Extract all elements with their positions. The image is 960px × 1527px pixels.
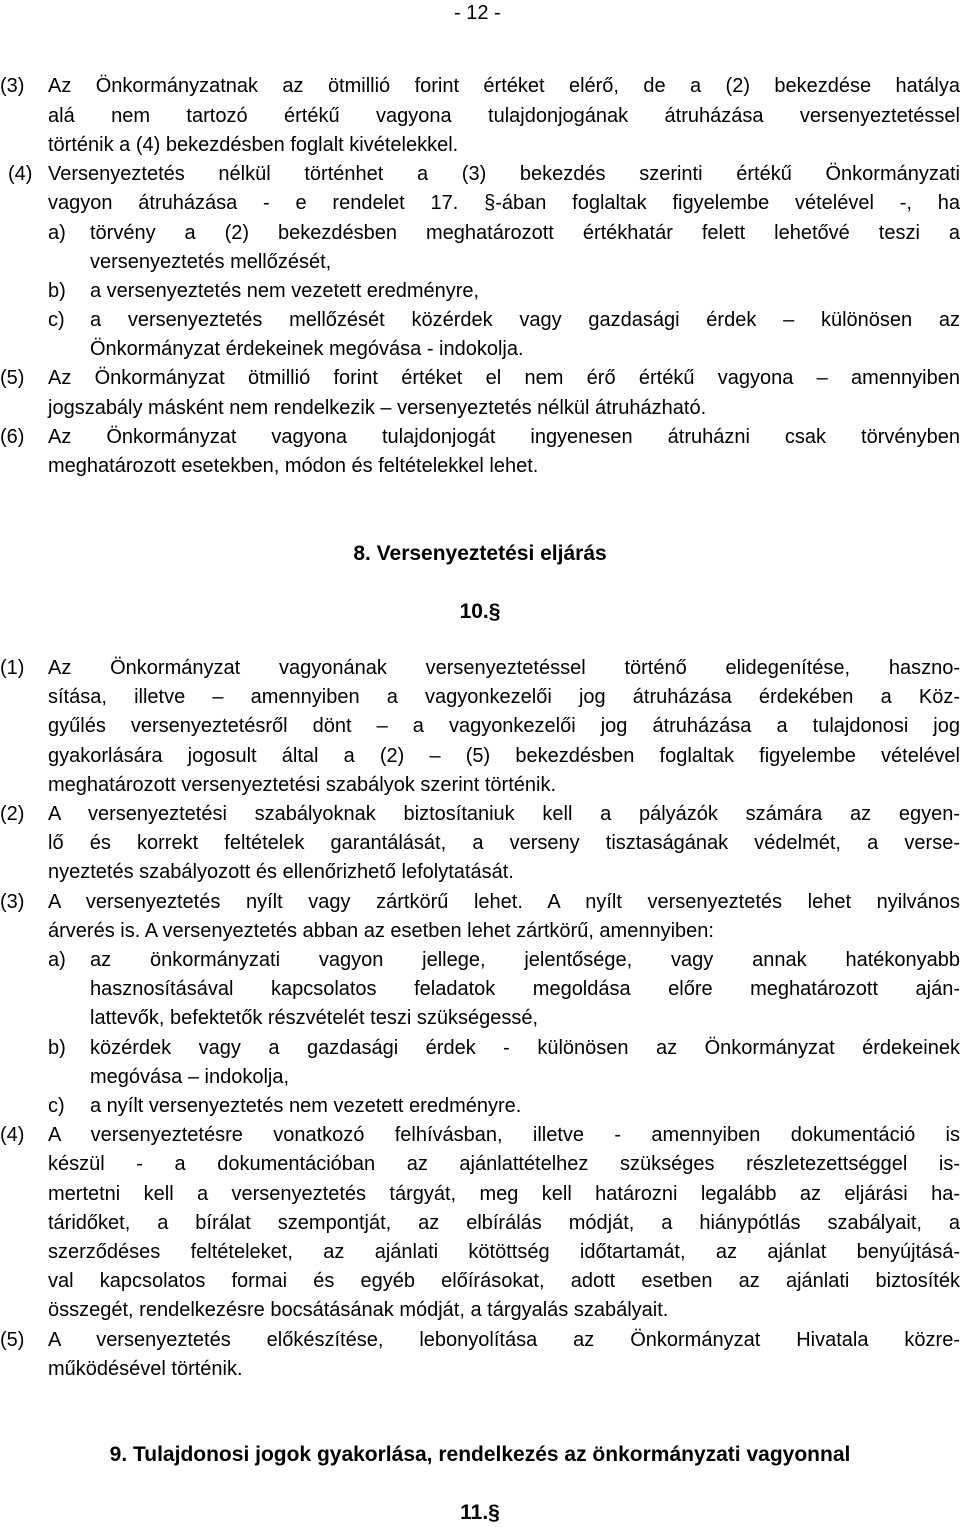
list-item-line: Önkormányzat érdekeinek megóvása - indokolja. <box>90 338 524 360</box>
list-item-line: versenyeztetés mellőzését, <box>90 251 332 273</box>
paragraph-line: Versenyeztetés nélkül történhet a (3) bekezdés szerinti értékű Önkormányzati <box>48 163 960 185</box>
paragraph-line: A versenyeztetésre vonatkozó felhívásban, illetve - amennyiben dokumentáció is <box>48 1124 960 1146</box>
paragraph-line: meghatározott versenyeztetési szabályok szerint történik. <box>48 774 557 796</box>
list-item-line: közérdek vagy a gazdasági érdek - különösen az Önkormányzat érdekeinek <box>90 1037 960 1059</box>
list-item-label: a) <box>48 949 66 971</box>
list-item-label: b) <box>48 280 66 302</box>
chapter-heading: 9. Tulajdonosi jogok gyakorlása, rendelkezés az önkormányzati vagyonnal <box>109 1443 851 1466</box>
paragraph-number: (1) <box>0 657 25 679</box>
paragraph-number: (5) <box>0 367 25 389</box>
list-item-line: lattevők, befektetők részvételét teszi szükségessé, <box>90 1007 538 1029</box>
list-item-label: c) <box>48 309 65 331</box>
list-item-label: a) <box>48 222 66 244</box>
paragraph-number: (3) <box>0 891 25 913</box>
paragraph-line: működésével történik. <box>48 1358 243 1380</box>
paragraph-line: A versenyeztetési szabályoknak biztosítaniuk kell a pályázók számára az egyen- <box>48 803 960 825</box>
paragraph-line: sítása, illetve – amennyiben a vagyonkezelői jog átruházása érdekében a Köz- <box>48 686 960 708</box>
paragraph-line: mertetni kell a versenyeztetés tárgyát, meg kell határozni legalább az eljárási ha- <box>48 1183 960 1205</box>
paragraph-line: alá nem tartozó értékű vagyona tulajdonjogának átruházása versenyeztetéssel <box>48 105 960 127</box>
paragraph-line: készül - a dokumentációban az ajánlattételhez szükséges részletezettséggel is- <box>48 1153 960 1175</box>
paragraph-number: (4) <box>8 163 33 185</box>
list-item-line: a versenyeztetés nem vezetett eredményre, <box>90 280 480 302</box>
paragraph-line: gyűlés versenyeztetésről dönt – a vagyonkezelői jog átruházása a tulajdonosi jog <box>48 715 960 737</box>
paragraph-line: A versenyeztetés előkészítése, lebonyolítása az Önkormányzat Hivatala közre- <box>48 1329 960 1351</box>
paragraph-line: táridőket, a bírálat szempontját, az elbírálás módját, a hiánypótlás szabályait, a <box>48 1212 960 1234</box>
paragraph-line: val kapcsolatos formai és egyéb előírásokat, adott esetben az ajánlati biztosíték <box>48 1270 960 1292</box>
paragraph-number: (2) <box>0 803 25 825</box>
paragraph-line: jogszabály másként nem rendelkezik – versenyeztetés nélkül átruházható. <box>48 397 707 419</box>
paragraph-number: (5) <box>0 1329 25 1351</box>
paragraph-line: történik a (4) bekezdésben foglalt kivételekkel. <box>48 134 459 156</box>
paragraph-line: gyakorlására jogosult által a (2) – (5) bekezdésben foglaltak figyelembe vételével <box>48 745 960 767</box>
paragraph-line: nyeztetés szabályozott és ellenőrizhető lefolytatását. <box>48 861 514 883</box>
list-item-line: a nyílt versenyeztetés nem vezetett eredményre. <box>90 1095 522 1117</box>
page-number: - 12 - <box>454 2 501 24</box>
list-item-label: c) <box>48 1095 65 1117</box>
paragraph-line: szerződéses feltételeket, az ajánlati kötöttség időtartamát, az ajánlat benyújtásá- <box>48 1241 960 1263</box>
paragraph-line: meghatározott esetekben, módon és feltételekkel lehet. <box>48 455 539 477</box>
list-item-label: b) <box>48 1037 66 1059</box>
paragraph-line: Az Önkormányzat vagyonának versenyeztetéssel történő elidegenítése, haszno- <box>48 657 960 679</box>
paragraph-number: (3) <box>0 75 25 97</box>
list-item-line: a versenyeztetés mellőzését közérdek vagy gazdasági érdek – különösen az <box>90 309 960 331</box>
paragraph-line: lő és korrekt feltételek garantálását, a verseny tisztaságának védelmét, a verse- <box>48 832 960 854</box>
paragraph-line: A versenyeztetés nyílt vagy zártkörű lehet. A nyílt versenyeztetés lehet nyilvános <box>48 891 960 913</box>
list-item-line: hasznosításával kapcsolatos feladatok megoldása előre meghatározott aján- <box>90 978 960 1000</box>
paragraph-line: vagyon átruházása - e rendelet 17. §-ában foglaltak figyelembe vételével -, ha <box>48 192 960 214</box>
paragraph-line: árverés is. A versenyeztetés abban az esetben lehet zártkörű, amennyiben: <box>48 920 714 942</box>
paragraph-line: Az Önkormányzat vagyona tulajdonjogát ingyenesen átruházni csak törvényben <box>48 426 960 448</box>
paragraph-line: összegét, rendelkezésre bocsátásának módját, a tárgyalás szabályait. <box>48 1299 669 1321</box>
paragraph-line: Az Önkormányzat ötmillió forint értéket el nem érő értékű vagyona – amennyiben <box>48 367 960 389</box>
paragraph-number: (6) <box>0 426 25 448</box>
chapter-heading: 8. Versenyeztetési eljárás <box>353 542 607 565</box>
list-item-line: az önkormányzati vagyon jellege, jelentősége, vagy annak hatékonyabb <box>90 949 960 971</box>
section-number: 11.§ <box>460 1501 500 1524</box>
section-number: 10.§ <box>459 600 501 623</box>
paragraph-line: Az Önkormányzatnak az ötmillió forint értéket elérő, de a (2) bekezdése hatálya <box>48 75 960 97</box>
list-item-line: törvény a (2) bekezdésben meghatározott értékhatár felett lehetővé teszi a <box>90 222 960 244</box>
list-item-line: megóvása – indokolja, <box>90 1066 290 1088</box>
paragraph-number: (4) <box>0 1124 25 1146</box>
